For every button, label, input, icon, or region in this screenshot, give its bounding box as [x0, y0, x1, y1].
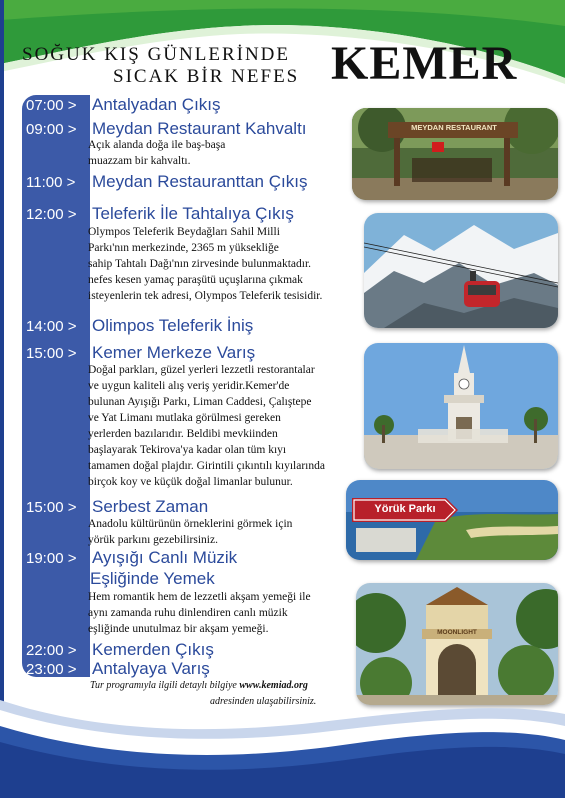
- website-link[interactable]: www.kemiad.org: [239, 680, 308, 691]
- title-line-2: SICAK BİR NEFES: [113, 66, 300, 87]
- title-line-1: SOĞUK KIŞ GÜNLERİNDE: [22, 44, 290, 65]
- schedule-item-1900: [22, 548, 237, 568]
- item-title: Teleferik İle Tahtalıya Çıkış: [92, 204, 294, 223]
- item-title: Serbest Zaman: [92, 497, 209, 516]
- desc-line: yerlerden bazılarıdır. Beldibi mevkiinden: [88, 428, 278, 440]
- item-title: Antalyadan Çıkış: [92, 95, 221, 114]
- time-label: 09:00 >: [26, 121, 77, 138]
- time-label: 11:00 >: [26, 174, 76, 191]
- item-description: [88, 137, 225, 169]
- time-label: 22:00 >: [26, 642, 77, 659]
- desc-line: Anadolu kültürünün örneklerini görmek için: [88, 518, 293, 530]
- schedule-item-0700: [22, 95, 221, 115]
- yoruk-sign-text: Yörük Parkı: [374, 503, 436, 515]
- schedule-item-1500-free: [22, 497, 208, 517]
- item-title-continuation: Eşliğinde Yemek: [90, 569, 215, 588]
- desc-line: tamamen doğal plajdır. Girintili çıkıntılı kıyılarında: [88, 460, 325, 472]
- desc-line: Olympos Teleferik Beydağları Sahil Milli: [88, 226, 280, 238]
- restaurant-photo: [352, 108, 558, 200]
- schedule-item-2200: [22, 640, 214, 660]
- title-kemer: KEMER: [331, 37, 518, 90]
- desc-line: yörük parkını gezebilirsiniz.: [88, 534, 218, 546]
- time-label: 19:00 >: [26, 550, 77, 567]
- yoruk-park-photo: [346, 480, 558, 560]
- schedule-item-1500-center: [22, 343, 255, 363]
- time-label: 23:00 >: [26, 661, 77, 678]
- desc-line: Açık alanda doğa ile baş-başa: [88, 139, 226, 151]
- desc-line: eşliğinde unutulmaz bir akşam yemeği.: [88, 623, 269, 635]
- schedule-item-1400: [22, 316, 253, 336]
- desc-line: isteyenlerin tek adresi, Olympos Teleferik tesisidir.: [88, 290, 323, 302]
- item-title: Ayışığı Canlı Müzik: [92, 548, 238, 567]
- desc-line: Hem romantik hem de lezzetli akşam yemeği ile: [88, 591, 311, 603]
- schedule-item-0900: [22, 119, 307, 139]
- item-description: [88, 224, 322, 304]
- time-label: 14:00 >: [26, 318, 77, 335]
- desc-line: sahip Tahtalı Dağı'nın zirvesinde bulunmaktadır.: [88, 258, 312, 270]
- item-title: Olimpos Teleferik İniş: [92, 316, 254, 335]
- desc-line: bulunan Ayışığı Parkı, Liman Caddesi, Çalıştepe: [88, 396, 312, 408]
- desc-line: Parkı'nın merkezinde, 2365 m yüksekliğe: [88, 242, 279, 254]
- teleferik-photo: [364, 213, 558, 328]
- desc-line: muazzam bir kahvaltı.: [88, 155, 191, 167]
- schedule-item-1100: [22, 172, 307, 192]
- item-description: [88, 589, 311, 637]
- desc-line: ve uygun kaliteli alış veriş yeridir.Kemer'de: [88, 380, 290, 392]
- item-title: Kemerden Çıkış: [92, 640, 214, 659]
- clock-tower-photo: [364, 343, 558, 469]
- restaurant-sign-text: MEYDAN RESTAURANT: [411, 123, 497, 132]
- desc-line: birçok koy ve küçük doğal limanlar bulunur.: [88, 476, 293, 488]
- item-title: Kemer Merkeze Varış: [92, 343, 256, 362]
- time-label: 15:00 >: [26, 345, 77, 362]
- time-label: 15:00 >: [26, 499, 77, 516]
- schedule-item-1200: [22, 204, 294, 224]
- time-label: 12:00 >: [26, 206, 77, 223]
- item-title: Meydan Restaurant Kahvaltı: [92, 119, 307, 138]
- bottom-blue-wave: [0, 670, 565, 798]
- item-description: [88, 516, 292, 548]
- item-title: Antalyaya Varış: [92, 659, 210, 678]
- item-title: Meydan Restauranttan Çıkış: [92, 172, 308, 191]
- desc-line: nefes kesen yamaç paraşütü uçuşlarına çıkmak: [88, 274, 303, 286]
- desc-line: aynı zamanda ruhu dinlendiren canlı müzik: [88, 607, 288, 619]
- item-description: [88, 362, 325, 490]
- moonlight-sign-text: MOONLIGHT: [437, 629, 477, 636]
- footer-info-line2: adresinden ulaşabilirsiniz.: [210, 696, 317, 707]
- desc-line: Doğal parkları, güzel yerleri lezzetli restorantalar: [88, 364, 315, 376]
- desc-line: ve Yat Limanı mutlaka görülmesi gereken: [88, 412, 281, 424]
- time-label: 07:00 >: [26, 97, 77, 114]
- footer-text: Tur programıyla ilgili detaylı bilgiye: [90, 680, 237, 691]
- desc-line: başlayarak Tekirova'ya kadar olan tüm kıyı: [88, 444, 287, 456]
